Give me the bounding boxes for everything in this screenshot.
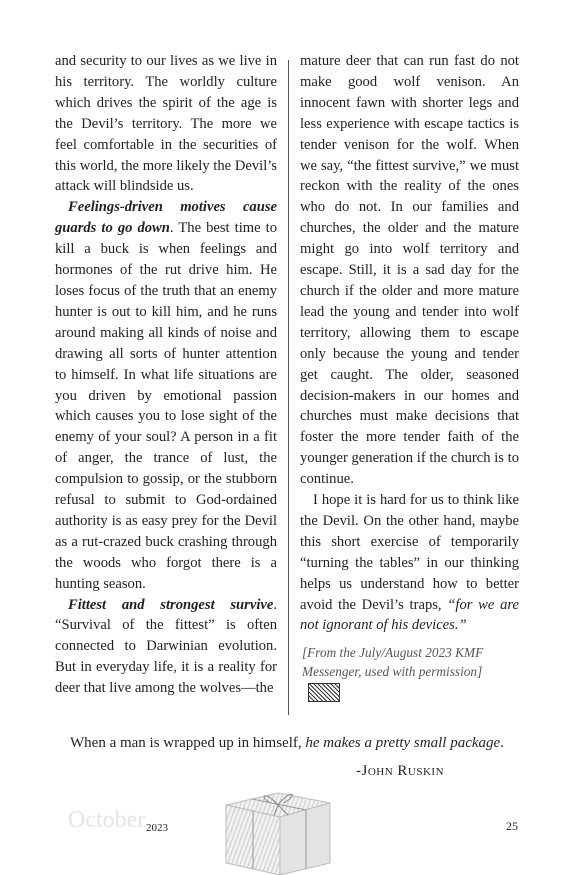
publisher-logo-icon bbox=[308, 683, 340, 702]
paragraph-body: . The best time to kill a buck is when feelings and hormones of the rut drive him. He loses focus of the truth that an enemy hunter is out to kill him, and he runs around making all kinds of noise and drawing all sorts of hunter attention to himself. In what life situations are you driven by emotional passion which causes you to lose sight of the enemy of your soul? A person in a fit of anger, the trance of lust, the compulsion to gossip, or the stubborn refusal to submit to God-ordained authority is as easy prey for the Devil as a rut-crazed buck crashing through the woods who forgot there is a hunting season. bbox=[55, 220, 278, 592]
pull-quote bbox=[70, 735, 530, 752]
page-number: 25 bbox=[506, 819, 518, 833]
quote-text: When a man is wrapped up in himself, bbox=[70, 735, 306, 751]
quote-author: -John Ruskin bbox=[356, 763, 445, 779]
paragraph: and security to our lives as we live in his territory. The worldly culture which drives the spirit of the age is the Devil’s territory. The more we feel comfortable in the securities of this world, the more likely the Devil’s attack will blindside us. bbox=[55, 53, 277, 195]
source-credit bbox=[300, 643, 519, 701]
footer-year: 2023 bbox=[146, 822, 168, 834]
credit-text: [From the July/August 2023 KMF Messenger, used with permission] bbox=[302, 645, 484, 680]
paragraph bbox=[55, 197, 277, 594]
quote-text-end: . bbox=[500, 735, 504, 751]
paragraph bbox=[55, 595, 277, 700]
left-column bbox=[55, 51, 277, 699]
section-heading: Fittest and strongest survive bbox=[68, 596, 274, 613]
scripture-quote: “for we are not ignorant of his devices.” bbox=[300, 596, 519, 634]
right-column bbox=[300, 51, 519, 702]
paragraph-body: I hope it is hard for us to think like the Devil. On the other hand, maybe this short exercise of temporarily “turning the tables” in our thinking helps us understand how to better avoid the Devil’s traps, bbox=[300, 492, 519, 613]
section-heading: Feelings-driven motives cause guards to go down bbox=[55, 199, 277, 237]
gift-box-icon bbox=[218, 783, 334, 875]
paragraph: mature deer that can run fast do not make good wolf venison. An innocent fawn with shorter legs and less experience with escape tactics is tender venison for the wolf. When we say, “the fittest survive,” we must reckon with the reality of the ones who do not. In our families and churches, the older and the mature might go into wolf territory and escape. Still, it is a sad day for the church if the older and more mature lead the young and tender into wolf territory, allowing them to escape only because the young and tender get caught. The older, seasoned decision-makers in our homes and churches must make decisions that foster the more tender faith of the younger generation if the church is to continue. bbox=[300, 53, 519, 488]
paragraph-body: . “Survival of the fittest” is often connected to Darwinian evolution. But in everyday life, it is a reality for deer that live among the wolves—the bbox=[55, 596, 277, 697]
column-divider bbox=[288, 60, 289, 715]
footer-month: October bbox=[68, 807, 146, 833]
paragraph bbox=[300, 490, 519, 636]
quote-text-italic: he makes a pretty small package bbox=[305, 735, 501, 751]
